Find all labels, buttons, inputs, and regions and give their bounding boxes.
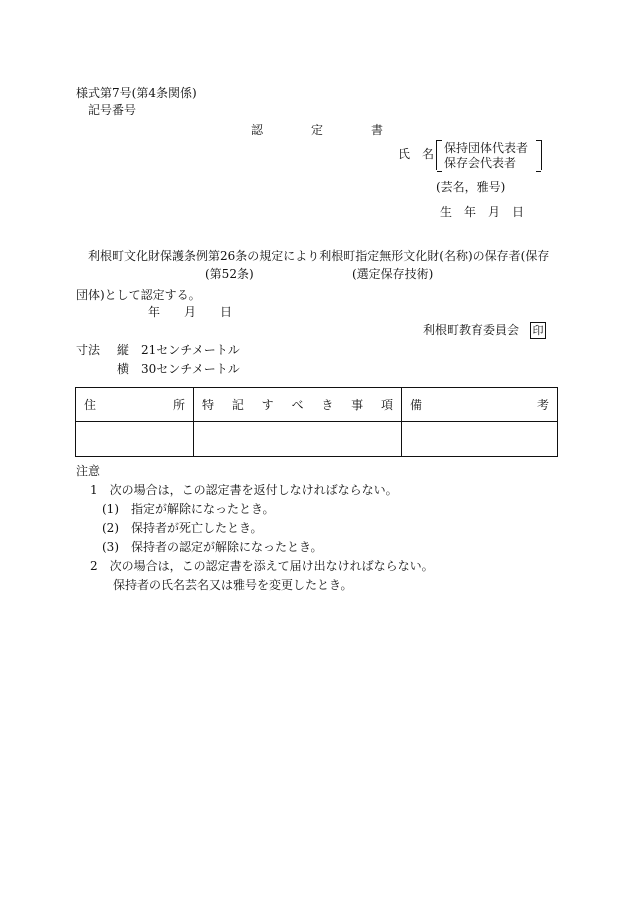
note-item-1: 1 次の場合は，この認定書を返付しなければならない。 <box>90 483 398 497</box>
name-label: 氏 名 <box>398 147 435 161</box>
issue-date-label: 年 月 日 <box>148 305 233 319</box>
notes-title: 注意 <box>76 464 101 478</box>
stage-name-label: (芸名，雅号) <box>436 180 506 194</box>
body-line-1: 利根町文化財保護条例第26条の規定により利根町指定無形文化財(名称)の保存者(保存 <box>88 249 550 263</box>
note-item-1-sub-3: (3) 保持者の認定が解除になったとき。 <box>102 540 323 554</box>
note-item-2: 2 次の場合は，この認定書を添えて届け出なければならない。 <box>90 559 434 573</box>
note-item-1-sub-2: (2) 保持者が死亡したとき。 <box>102 521 263 535</box>
dimensions-label: 寸法 <box>76 343 101 357</box>
bracket-option-group-representative: 保持団体代表者 <box>444 141 529 155</box>
note-item-2-sub: 保持者の氏名芸名又は雅号を変更したとき。 <box>113 578 353 592</box>
header-address: 住 所 <box>76 388 194 422</box>
body-sub-article: (第52条) <box>205 267 254 281</box>
table-header-row <box>76 388 558 422</box>
record-number-label: 記号番号 <box>88 103 137 117</box>
cell-address <box>76 422 194 457</box>
dimensions-height: 縦 21センチメートル <box>117 343 240 357</box>
document-title: 認 定 書 <box>251 123 384 137</box>
note-item-1-sub-1: (1) 指定が解除になったとき。 <box>102 502 275 516</box>
header-special-notes: 特 記 す べ き 事 項 <box>194 388 402 422</box>
bracket-option-society-representative: 保存会代表者 <box>444 156 517 170</box>
issuer-name: 利根町教育委員会 <box>423 323 520 337</box>
birth-date-label: 生 年 月 日 <box>440 205 525 219</box>
cell-remarks <box>402 422 558 457</box>
table-row <box>76 422 558 457</box>
body-line-2: 団体)として認定する。 <box>76 288 201 302</box>
form-number: 様式第7号(第4条関係) <box>76 86 197 100</box>
cell-special-notes <box>194 422 402 457</box>
dimensions-width: 横 30センチメートル <box>117 362 240 376</box>
record-table <box>75 387 558 457</box>
body-sub-technique: (選定保存技術) <box>352 267 434 281</box>
header-remarks: 備 考 <box>402 388 558 422</box>
seal-stamp: 印 <box>530 322 546 339</box>
